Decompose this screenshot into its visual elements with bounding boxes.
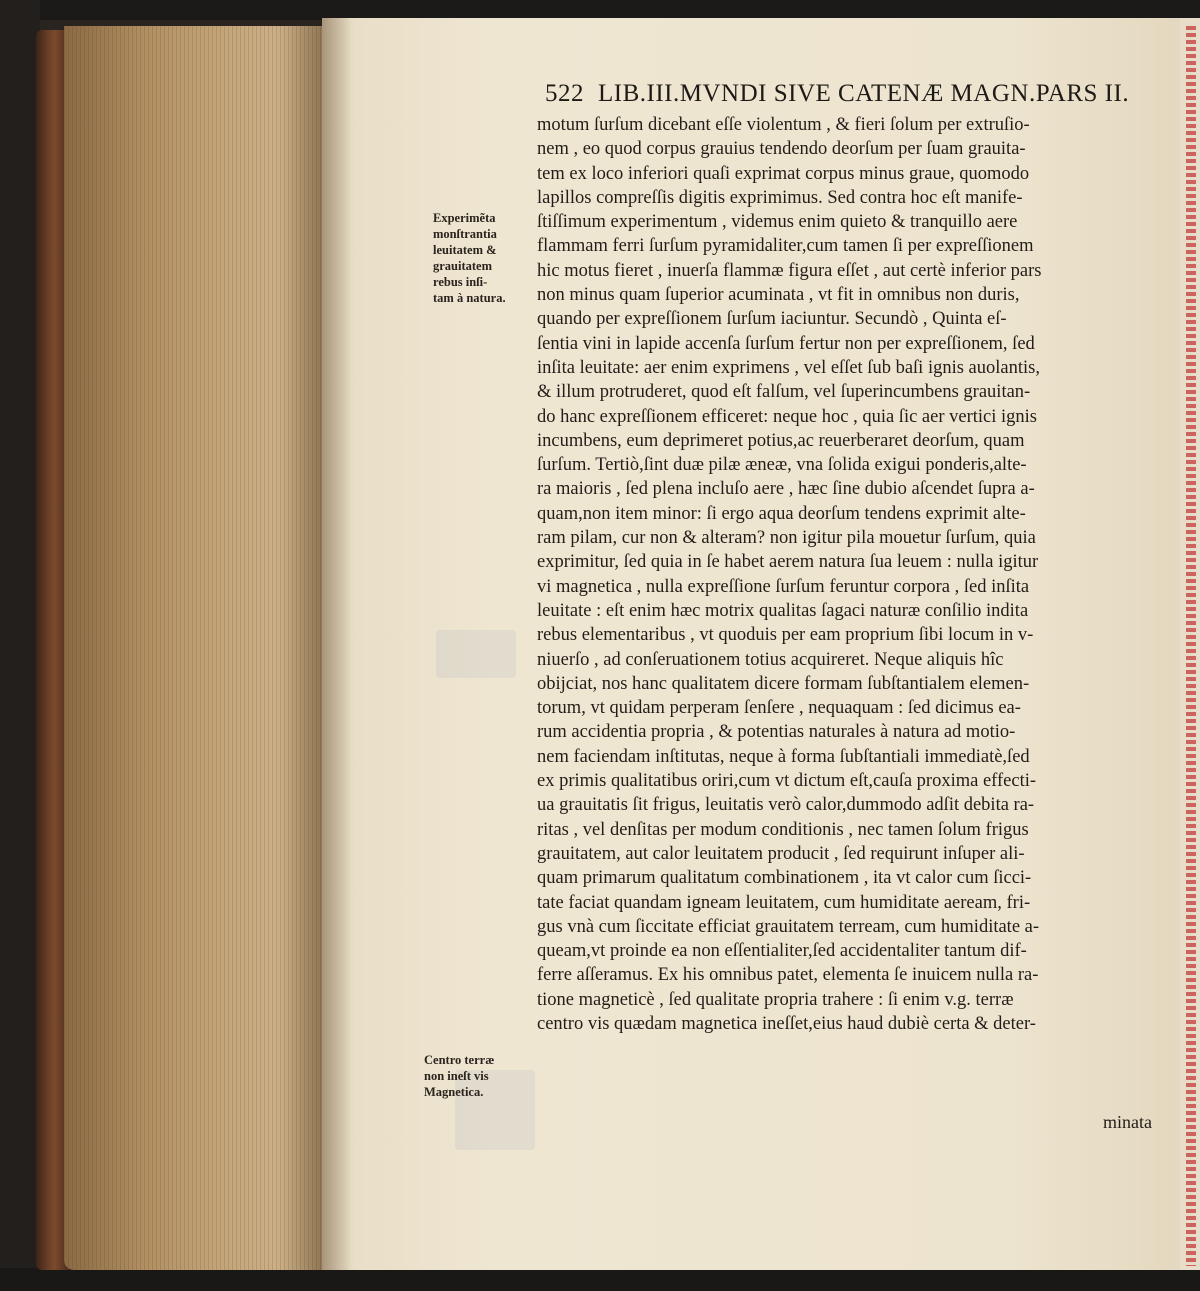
marginal-note-line: Magnetica. — [424, 1085, 484, 1099]
text-line: tione magneticè , ſed qualitate propria trahere : ſi enim v.g. terræ — [537, 989, 1014, 1010]
text-line: nem faciendam inſtitutas, neque à forma ſubſtantiali immediatè,ſed — [537, 746, 1030, 767]
text-line: ex primis qualitatibus oriri,cum vt dictum eſt,cauſa proxima effecti- — [537, 771, 1037, 792]
text-line: flammam ferri ſurſum pyramidaliter,cum tamen ſi per expreſſionem — [537, 236, 1034, 257]
text-line: ſentia vini in lapide accenſa ſurſum fertur non per expreſſionem, ſed — [537, 333, 1035, 354]
background-bottom — [0, 1268, 1200, 1291]
text-line: rum accidentia propria , & potentias naturales à natura ad motio- — [537, 722, 1016, 743]
marginal-note-line: monſtrantia — [433, 227, 497, 241]
text-line: ram pilam, cur non & alteram? non igitur pila mouetur ſurſum, quia — [537, 528, 1036, 549]
page-number: 522 — [545, 80, 584, 107]
text-line: rebus elementaribus , vt quoduis per eam proprium ſibi locum in v- — [537, 625, 1034, 646]
marginal-note-line: Experimẽta — [433, 211, 496, 225]
text-line: niuerſo , ad conſeruationem totius acquireret. Neque aliquis hîc — [537, 649, 1004, 670]
text-line: & illum protruderet, quod eſt falſum, vel ſuperincumbens grauitan- — [537, 382, 1031, 403]
text-line: centro vis quædam magnetica ineſſet,eius haud dubiè certa & deter- — [537, 1013, 1036, 1034]
text-line: quando per expreſſionem ſurſum iaciuntur. Secundò , Quinta eſ- — [537, 309, 1007, 330]
text-line: ra maioris , ſed plena incluſo aere , hæc ſine dubio aſcendet ſupra a- — [537, 479, 1035, 500]
text-line: gus vnà cum ſiccitate efficiat grauitatem terream, cum humiditate a- — [537, 916, 1040, 937]
text-line: ua grauitatis ſit frigus, leuitatis verò calor,dummodo adſit debita ra- — [537, 795, 1035, 816]
text-line: quam primarum qualitatum combinationem , ita vt calor cum ſicci- — [537, 868, 1032, 889]
text-line: vi magnetica , nulla expreſſione ſurſum feruntur corpora , ſed inſita — [537, 576, 1030, 597]
text-line: quam,non item minor: ſi ergo aqua deorſum tendens exprimit alte- — [537, 503, 1026, 524]
text-line: motum ſurſum dicebant eſſe violentum , & fieri ſolum per extruſio- — [537, 115, 1030, 135]
text-line: incumbens, eum deprimeret potius,ac reuerberaret deorſum, quam — [537, 430, 1025, 451]
text-line: torum, vt quidam perperam ſenſere , nequaquam : ſed dicimus ea- — [537, 698, 1021, 719]
text-line: tate faciat quandam igneam leuitatem, cum humiditate aeream, fri- — [537, 892, 1031, 913]
marginal-note-centro-terrae — [424, 1052, 524, 1100]
text-line: exprimitur, ſed quia in ſe habet aerem natura ſua leuem : nulla igitur — [537, 552, 1039, 573]
text-line: ritas , vel denſitas per modum conditionis , nec tamen ſolum frigus — [537, 819, 1029, 840]
text-line: hic motus fieret , inuerſa flammæ figura eſſet , aut certè inferior pars — [537, 260, 1042, 281]
text-line: tem ex loco inferiori quaſi exprimat corpus minus graue, quomodo — [537, 163, 1030, 184]
marginal-note-line: leuitatem & — [433, 243, 497, 257]
running-head-title: LIB.III.MVNDI SIVE CATENÆ MAGN.PARS II. — [598, 80, 1130, 107]
text-line: leuitate : eſt enim hæc motrix qualitas ſagaci naturæ conſilio indita — [537, 600, 1029, 621]
catchword: minata — [1103, 1112, 1152, 1132]
page-block-shadow — [276, 26, 326, 1270]
marginal-note-line: non ineſt vis — [424, 1069, 489, 1083]
marginal-note-experiments — [433, 210, 533, 306]
text-line: ſtiſſimum experimentum , videmus enim quieto & tranquillo aere — [537, 212, 1018, 233]
background-top — [0, 0, 1200, 20]
running-head — [545, 80, 1145, 112]
text-line: ferre aſſeramus. Ex his omnibus patet, elementa ſe inuicem nulla ra- — [537, 965, 1039, 986]
text-line: inſita leuitate: aer enim exprimens , vel eſſet ſub baſi ignis auolantis, — [537, 357, 1040, 378]
background-left — [0, 0, 40, 1291]
text-line: nem , eo quod corpus grauius tendendo deorſum per ſuam grauita- — [537, 139, 1026, 160]
marginal-note-line: grauitatem — [433, 259, 493, 273]
body-text — [537, 113, 1149, 1036]
text-line: queam,vt proinde ea non eſſentialiter,ſed accidentaliter tantum dif- — [537, 941, 1027, 962]
text-line: ſurſum. Tertiò,ſint duæ pilæ æneæ, vna ſolida exigui ponderis,alte- — [537, 455, 1027, 476]
marginal-note-line: rebus inſi- — [433, 275, 488, 289]
text-line: obijciat, nos hanc qualitatem dicere formam ſubſtantialem elemen- — [537, 673, 1030, 694]
text-line: grauitatem, aut calor leuitatem producit , ſed requirunt inſuper ali- — [537, 843, 1025, 864]
text-line: lapillos compreſſis digitis exprimimus. Sed contra hoc eſt manife- — [537, 187, 1023, 208]
gutter-shadow — [322, 18, 352, 1270]
text-line: non minus quam ſuperior acuminata , vt fit in omnibus non duris, — [537, 285, 1020, 306]
bleed-through-mark — [436, 630, 516, 678]
marginal-note-line: tam à natura. — [433, 291, 506, 305]
marginal-note-line: Centro terræ — [424, 1053, 495, 1067]
text-line: do hanc expreſſionem efficeret: neque hoc , quia ſic aer vertici ignis — [537, 406, 1037, 427]
red-page-edge — [1186, 26, 1196, 1266]
